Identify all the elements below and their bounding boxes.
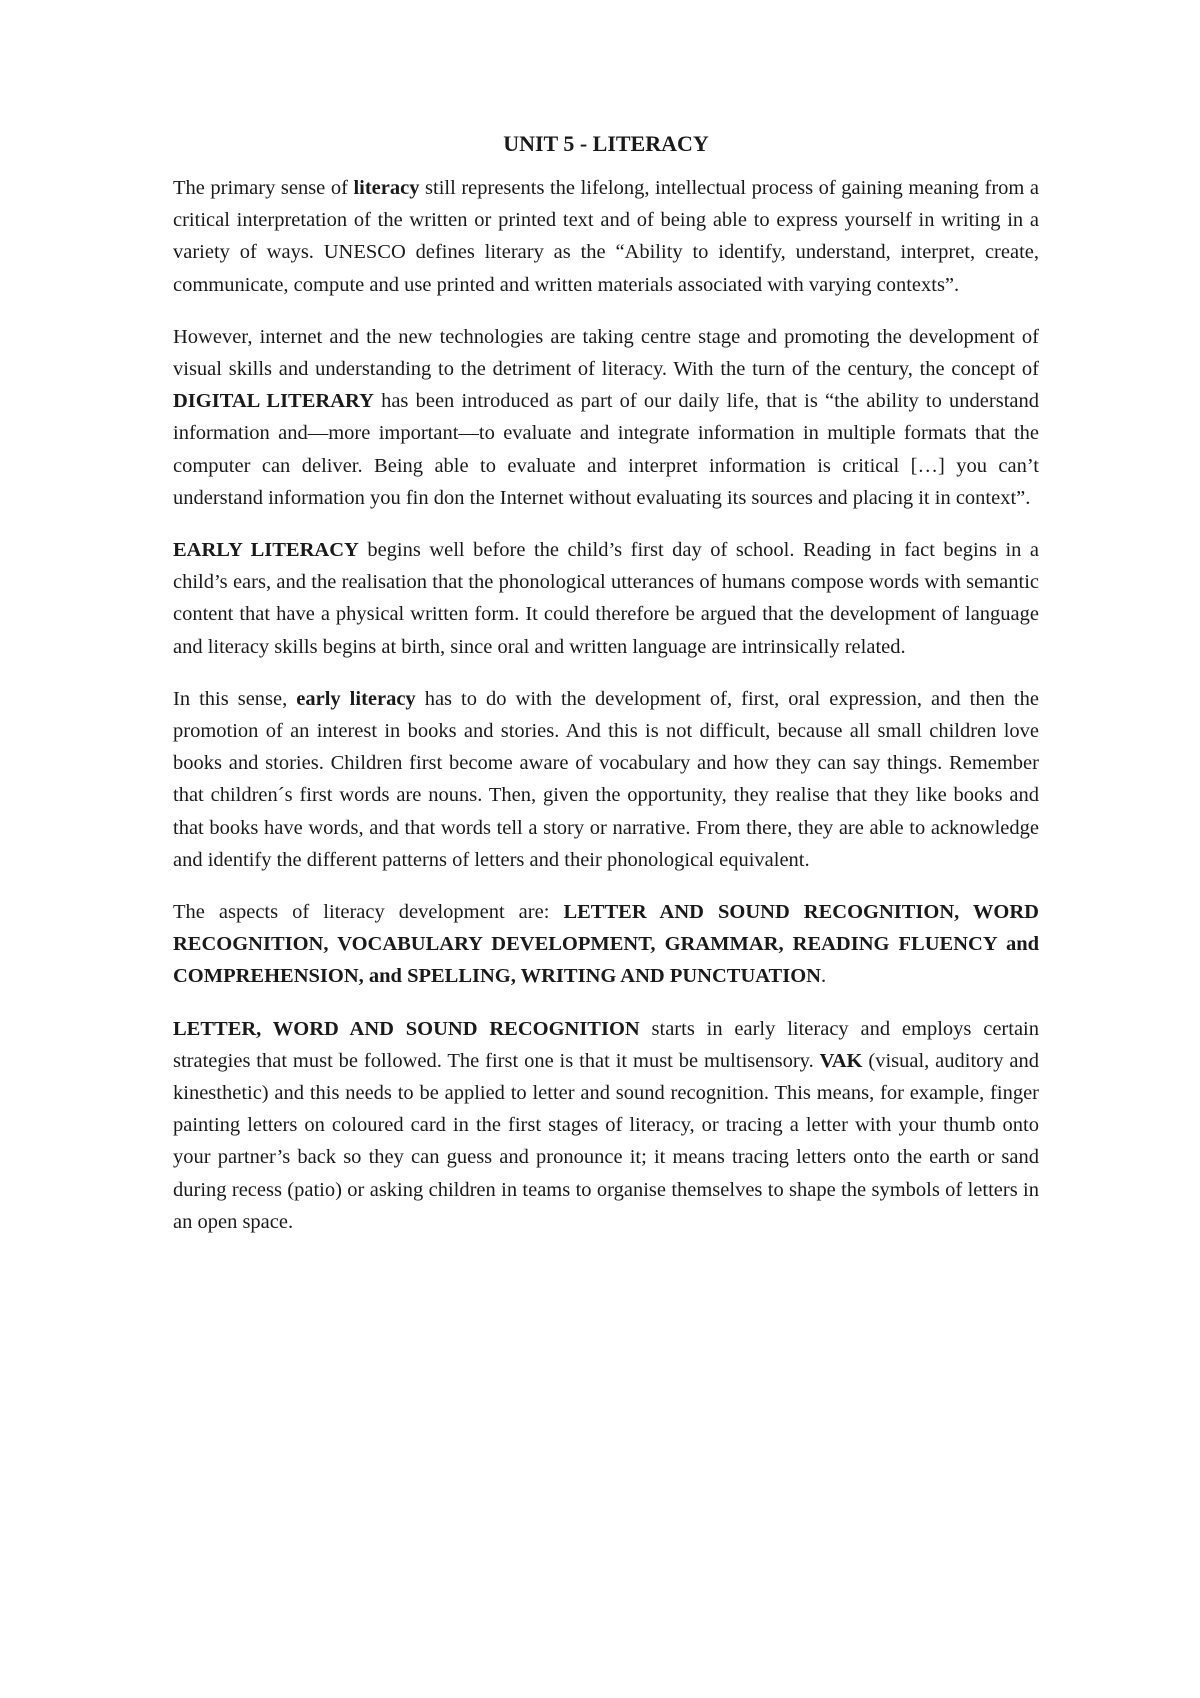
document-title: UNIT 5 - LITERACY bbox=[503, 131, 709, 156]
bold-text: LETTER AND SOUND RECOGNITION, WORD RECOGNITION, VOCABULARY DEVELOPMENT, GRAMMAR, READING FLUENCY and COMPREHENSION, and SPELLING, WRITING AND PUNCTUATION bbox=[173, 901, 1039, 988]
text-run: The aspects of literacy development are: bbox=[173, 901, 564, 924]
paragraph bbox=[173, 321, 1039, 514]
bold-text: VAK bbox=[819, 1049, 863, 1072]
text-run: However, internet and the new technologies are taking centre stage and promoting the development of visual skills and understanding to the detriment of literacy. With the turn of the century, the concept of bbox=[173, 325, 1039, 381]
document-body bbox=[173, 172, 1039, 1238]
paragraph bbox=[173, 172, 1039, 301]
text-run: starts in early literacy and employs certain strategies that must be followed. The first one is that it must be multisensory. bbox=[173, 1017, 1039, 1072]
document-page bbox=[173, 128, 1039, 1258]
text-run: still represents the lifelong, intellectual process of gaining meaning from a critical interpretation of the written or printed text and of being able to express yourself in writing in a variety of ways. UNESCO defines literary as the “Ability to identify, understand, interpret, create, communicate, compute and use printed and written materials associated with varying contexts”. bbox=[173, 177, 1039, 296]
bold-text: DIGITAL LITERARY bbox=[173, 390, 374, 413]
paragraph bbox=[173, 534, 1039, 663]
text-run: In this sense, bbox=[173, 687, 297, 710]
bold-text: LETTER, WORD AND SOUND RECOGNITION bbox=[173, 1017, 640, 1040]
text-run: begins well before the child’s first day of school. Reading in fact begins in a child’s ears, and the realisation that the phonological utterances of humans compose words with semantic content that have a physical written form. It could therefore be argued that the development of language and literacy skills begins at birth, since oral and written language are intrinsically related. bbox=[173, 539, 1039, 658]
text-run: has to do with the development of, first, oral expression, and then the promotion of an interest in books and stories. And this is not difficult, because all small children love books and stories. Children first become aware of vocabulary and how they can say things. Remember that children´s first words are nouns. Then, given the opportunity, they realise that they like books and that books have words, and that words tell a story or narrative. From there, they are able to acknowledge and identify the different patterns of letters and their phonological equivalent. bbox=[173, 687, 1039, 871]
text-run: The primary sense of bbox=[173, 177, 354, 199]
bold-text: literacy bbox=[353, 177, 420, 199]
text-run: . bbox=[820, 965, 827, 988]
bold-text: EARLY LITERACY bbox=[173, 539, 359, 562]
paragraph bbox=[173, 896, 1039, 993]
paragraph bbox=[173, 1013, 1039, 1238]
bold-text: early literacy bbox=[296, 687, 416, 710]
paragraph bbox=[173, 683, 1039, 876]
text-run: has been introduced as part of our daily life, that is “the ability to understand information and—more important—to evaluate and integrate information in multiple formats that the computer can deliver. Being able to evaluate and interpret information is critical […] you can’t understand information you fin don the Internet without evaluating its sources and placing it in context”. bbox=[173, 390, 1039, 509]
text-run: (visual, auditory and kinesthetic) and this needs to be applied to letter and sound recognition. This means, for example, finger painting letters on coloured card in the first stages of literacy, or tracing a letter with your thumb onto your partner’s back so they can guess and pronounce it; it means tracing letters onto the earth or sand during recess (patio) or asking children in teams to organise themselves to shape the symbols of letters in an open space. bbox=[173, 1049, 1039, 1233]
